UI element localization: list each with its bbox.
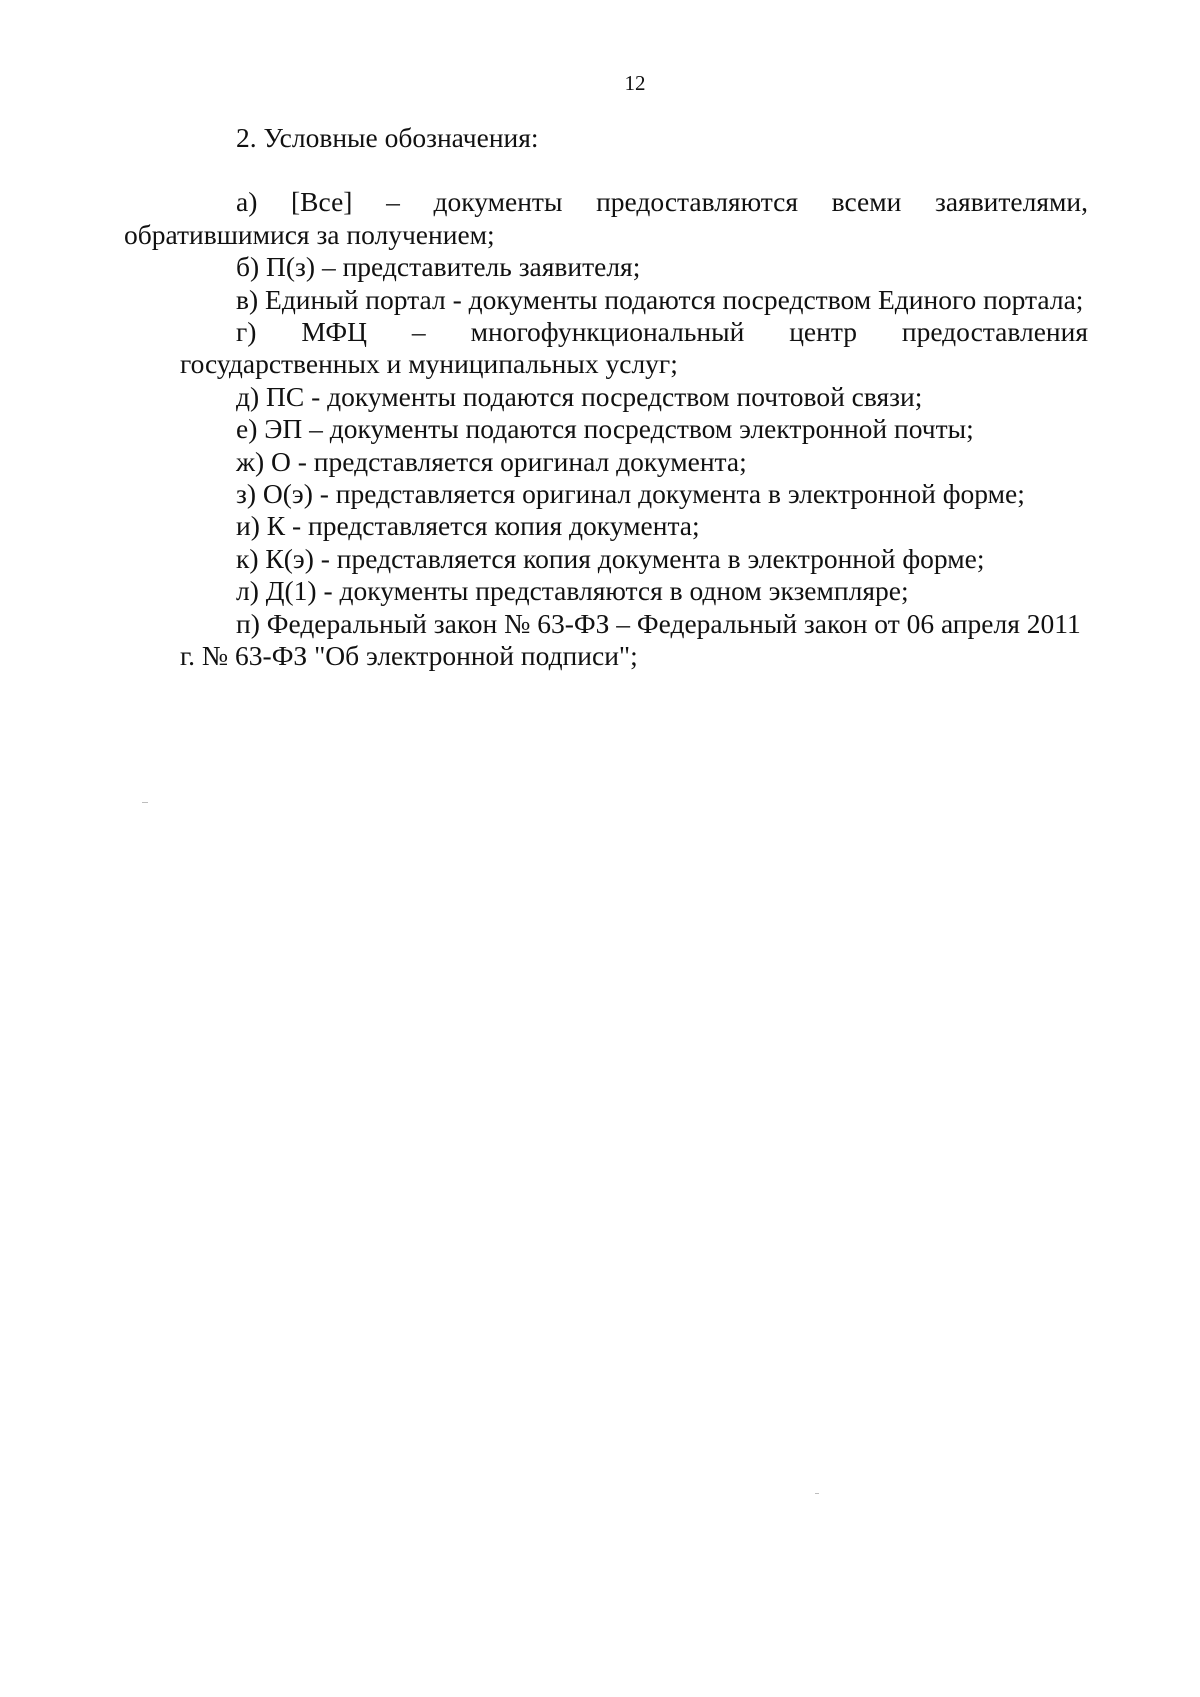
legend-item-p bbox=[180, 608, 1088, 673]
legend-item-i: и) К - представляется копия документа; bbox=[236, 510, 700, 542]
legend-item-l: л) Д(1) - документы представляются в одном экземпляре; bbox=[236, 575, 909, 607]
legend-item-p-line2: г. № 63-ФЗ "Об электронной подписи"; bbox=[180, 640, 638, 672]
scan-artifact-left bbox=[142, 802, 148, 803]
legend-item-k: к) К(э) - представляется копия документа в электронной форме; bbox=[236, 542, 985, 574]
section-heading: 2. Условные обозначения: bbox=[236, 122, 539, 153]
legend-item-p-line1: п) Федеральный закон № 63-ФЗ – Федеральный закон от 06 апреля 2011 bbox=[236, 607, 1081, 639]
scan-artifact-bottom bbox=[815, 1493, 819, 1494]
legend-item-zh: ж) О - представляется оригинал документа; bbox=[236, 445, 747, 477]
legend-item-g-line1: г) МФЦ – многофункциональный центр предоставления bbox=[236, 316, 1088, 348]
legend-item-a bbox=[124, 186, 1088, 251]
legend-item-a-line1: а) [Все] – документы предоставляются всеми заявителями, bbox=[236, 186, 1088, 218]
legend-item-z: з) О(э) - представляется оригинал документа в электронной форме; bbox=[236, 478, 1025, 510]
legend-item-d: д) ПС - документы подаются посредством почтовой связи; bbox=[236, 380, 923, 412]
legend-item-a-line2: обратившимися за получением; bbox=[124, 218, 495, 250]
legend-section bbox=[124, 122, 1088, 673]
legend-item-g-line2: государственных и муниципальных услуг; bbox=[180, 348, 678, 380]
legend-item-e: е) ЭП – документы подаются посредством электронной почты; bbox=[236, 413, 974, 445]
legend-item-b: б) П(з) – представитель заявителя; bbox=[236, 251, 641, 283]
page-number: 12 bbox=[624, 71, 646, 95]
legend-item-g bbox=[180, 316, 1088, 381]
legend-item-v: в) Единый портал - документы подаются посредством Единого портала; bbox=[236, 283, 1084, 315]
